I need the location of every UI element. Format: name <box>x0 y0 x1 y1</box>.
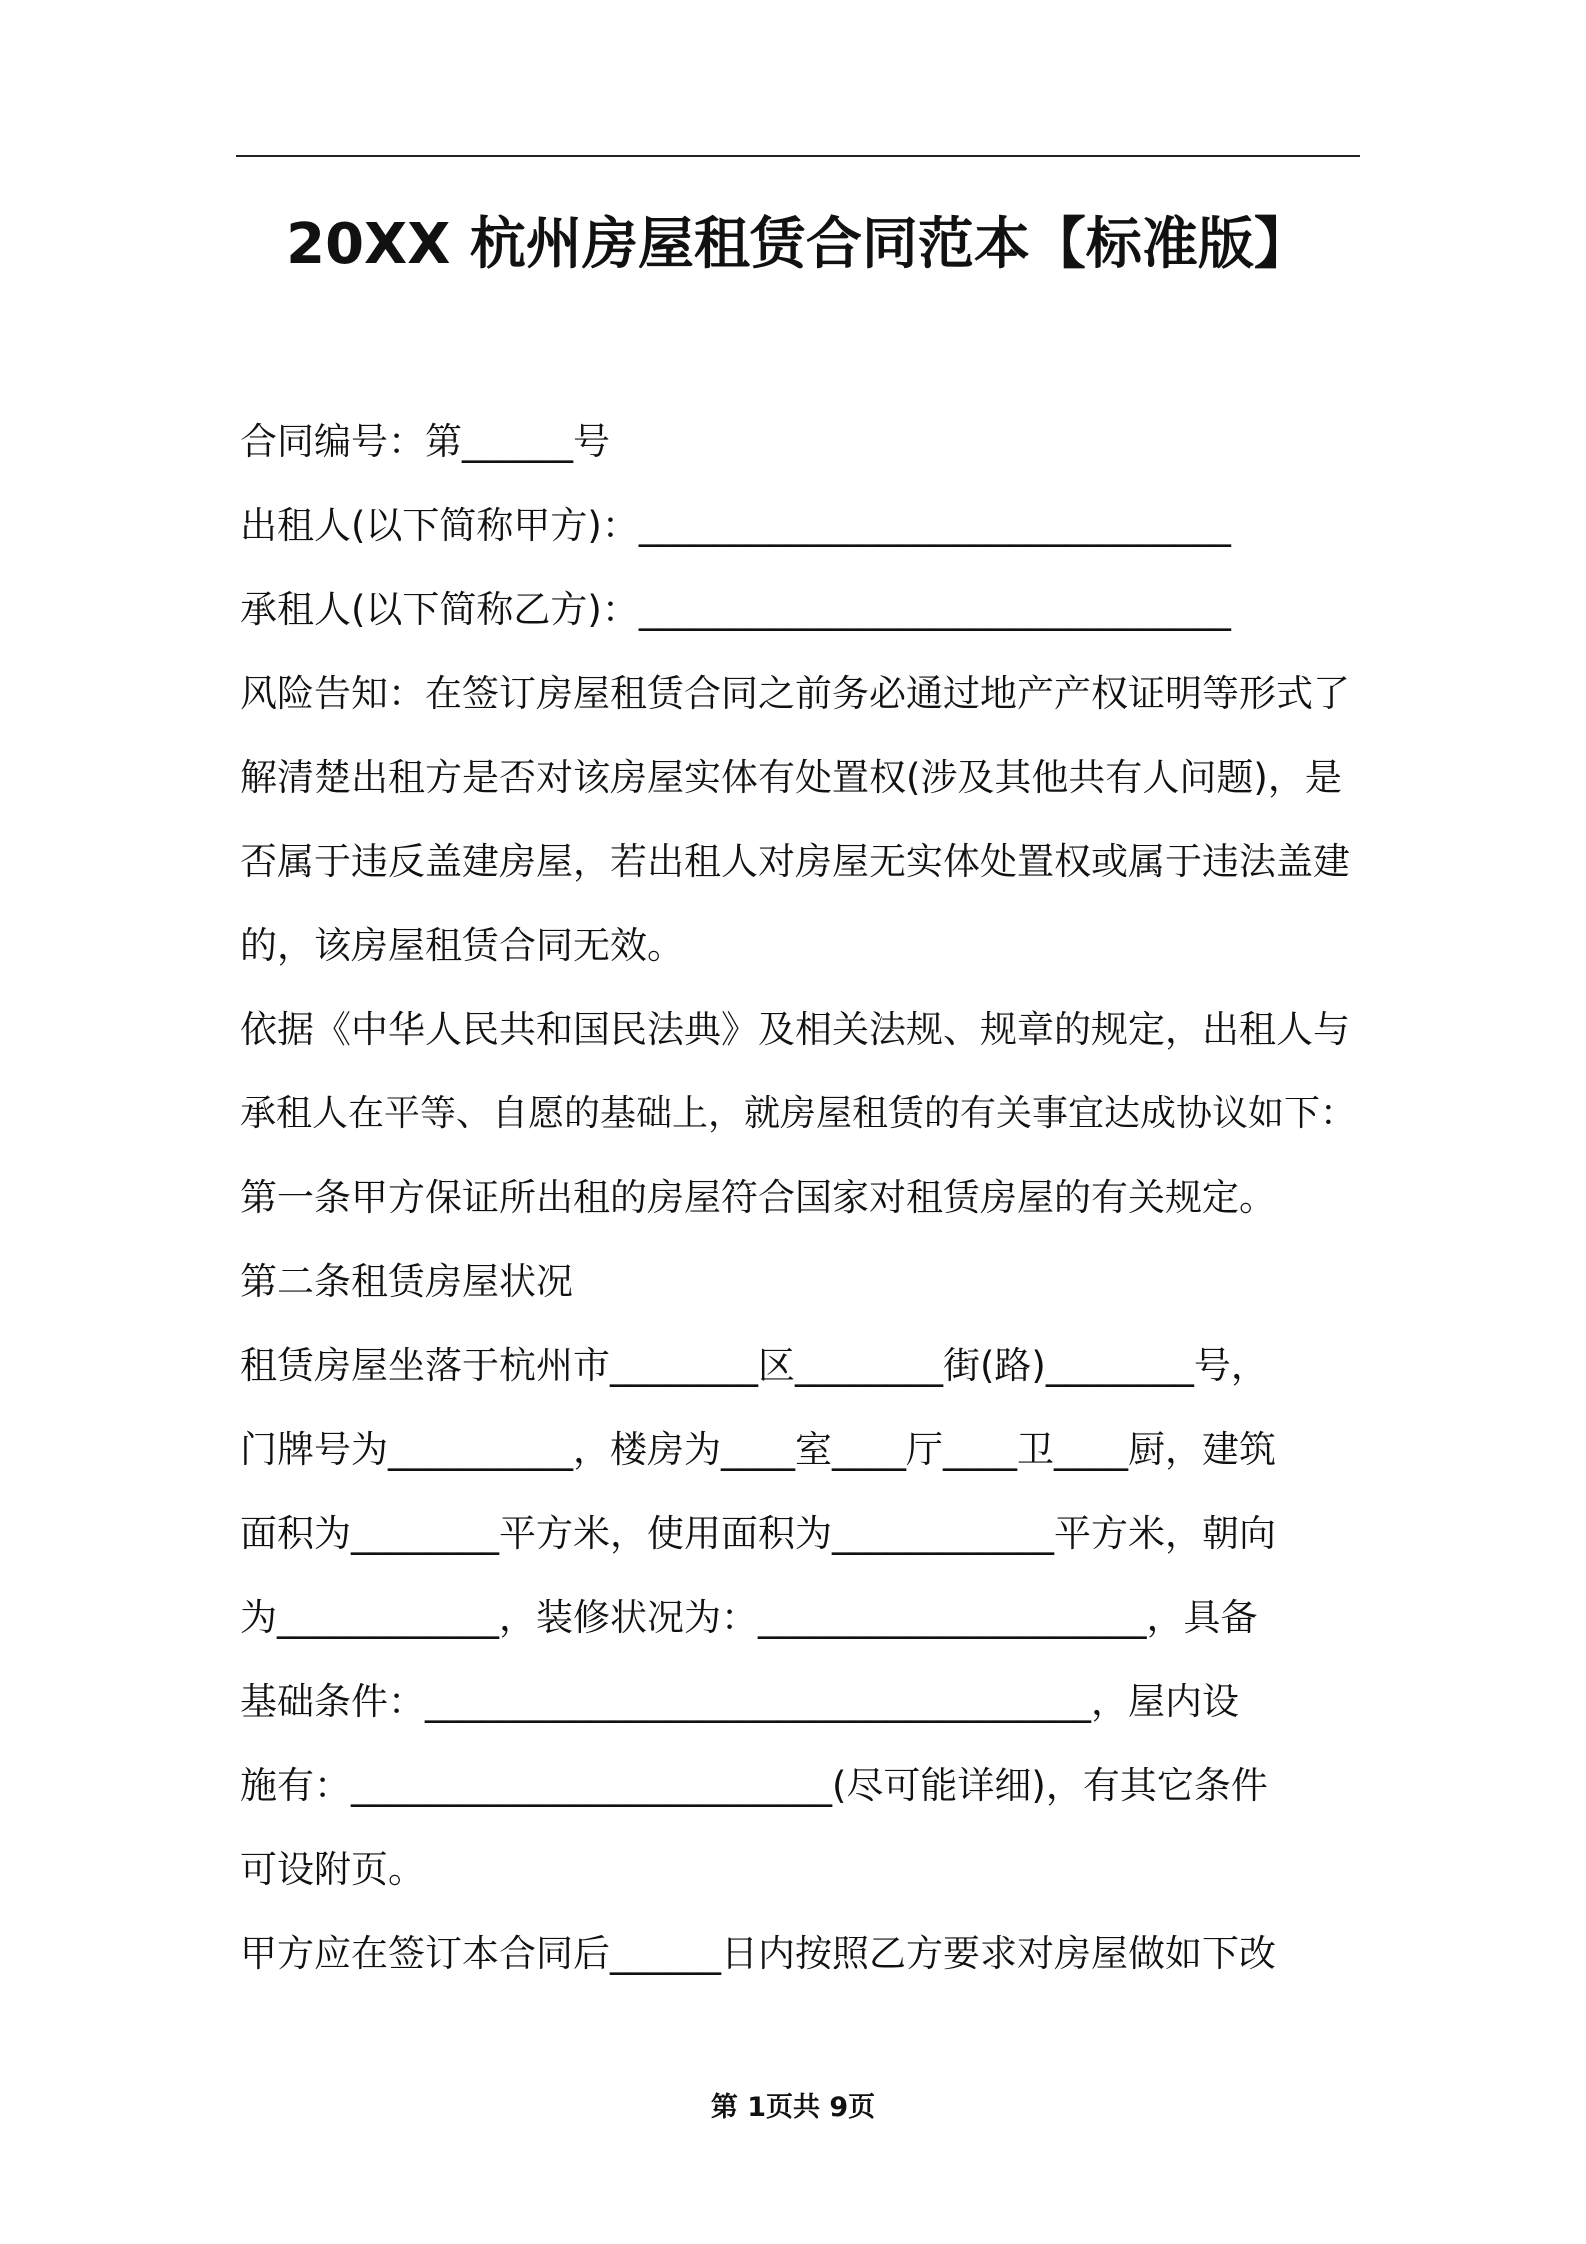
page-indicator: 第 1页共 9页 <box>710 2092 876 2123</box>
property-detail-line: 基础条件：____________________________________，屋内设 <box>240 1680 1239 1723</box>
legal-basis-line: 依据《中华人民共和国民法典》及相关法规、规章的规定，出租人与 <box>240 1008 1350 1051</box>
lessee-line: 承租人(以下简称乙方)：________________________________ <box>240 588 1231 631</box>
contract-number-line: 合同编号：第______号 <box>240 420 610 463</box>
renovation-line: 甲方应在签订本合同后______日内按照乙方要求对房屋做如下改 <box>240 1932 1276 1975</box>
property-detail-line: 面积为________平方米，使用面积为____________平方米，朝向 <box>240 1512 1276 1555</box>
property-detail-line: 可设附页。 <box>240 1848 425 1891</box>
property-location-line: 租赁房屋坐落于杭州市________区________街(路)________号， <box>240 1344 1268 1387</box>
property-detail-line: 施有：__________________________(尽可能详细)，有其它条件 <box>240 1764 1268 1807</box>
legal-basis-line: 承租人在平等、自愿的基础上，就房屋租赁的有关事宜达成协议如下： <box>240 1093 1357 1134</box>
lessor-line: 出租人(以下简称甲方)：________________________________ <box>240 504 1231 547</box>
risk-notice-line: 的，该房屋租赁合同无效。 <box>240 924 684 967</box>
article-2-heading: 第二条租赁房屋状况 <box>240 1260 573 1303</box>
risk-notice-line: 风险告知：在签订房屋租赁合同之前务必通过地产产权证明等形式了 <box>240 672 1350 715</box>
header-rule <box>236 155 1360 157</box>
property-detail-line: 门牌号为__________，楼房为____室____厅____卫____厨，建筑 <box>240 1428 1276 1471</box>
risk-notice-line: 解清楚出租方是否对该房屋实体有处置权(涉及其他共有人问题)，是 <box>240 756 1342 799</box>
document-title: 20XX 杭州房屋租赁合同范本【标准版】 <box>286 212 1310 277</box>
property-detail-line: 为____________，装修状况为：_____________________，具备 <box>240 1596 1258 1639</box>
document-body <box>240 400 1360 1996</box>
article-1-line: 第一条甲方保证所出租的房屋符合国家对租赁房屋的有关规定。 <box>240 1176 1276 1219</box>
risk-notice-line: 否属于违反盖建房屋，若出租人对房屋无实体处置权或属于违法盖建 <box>240 840 1350 883</box>
